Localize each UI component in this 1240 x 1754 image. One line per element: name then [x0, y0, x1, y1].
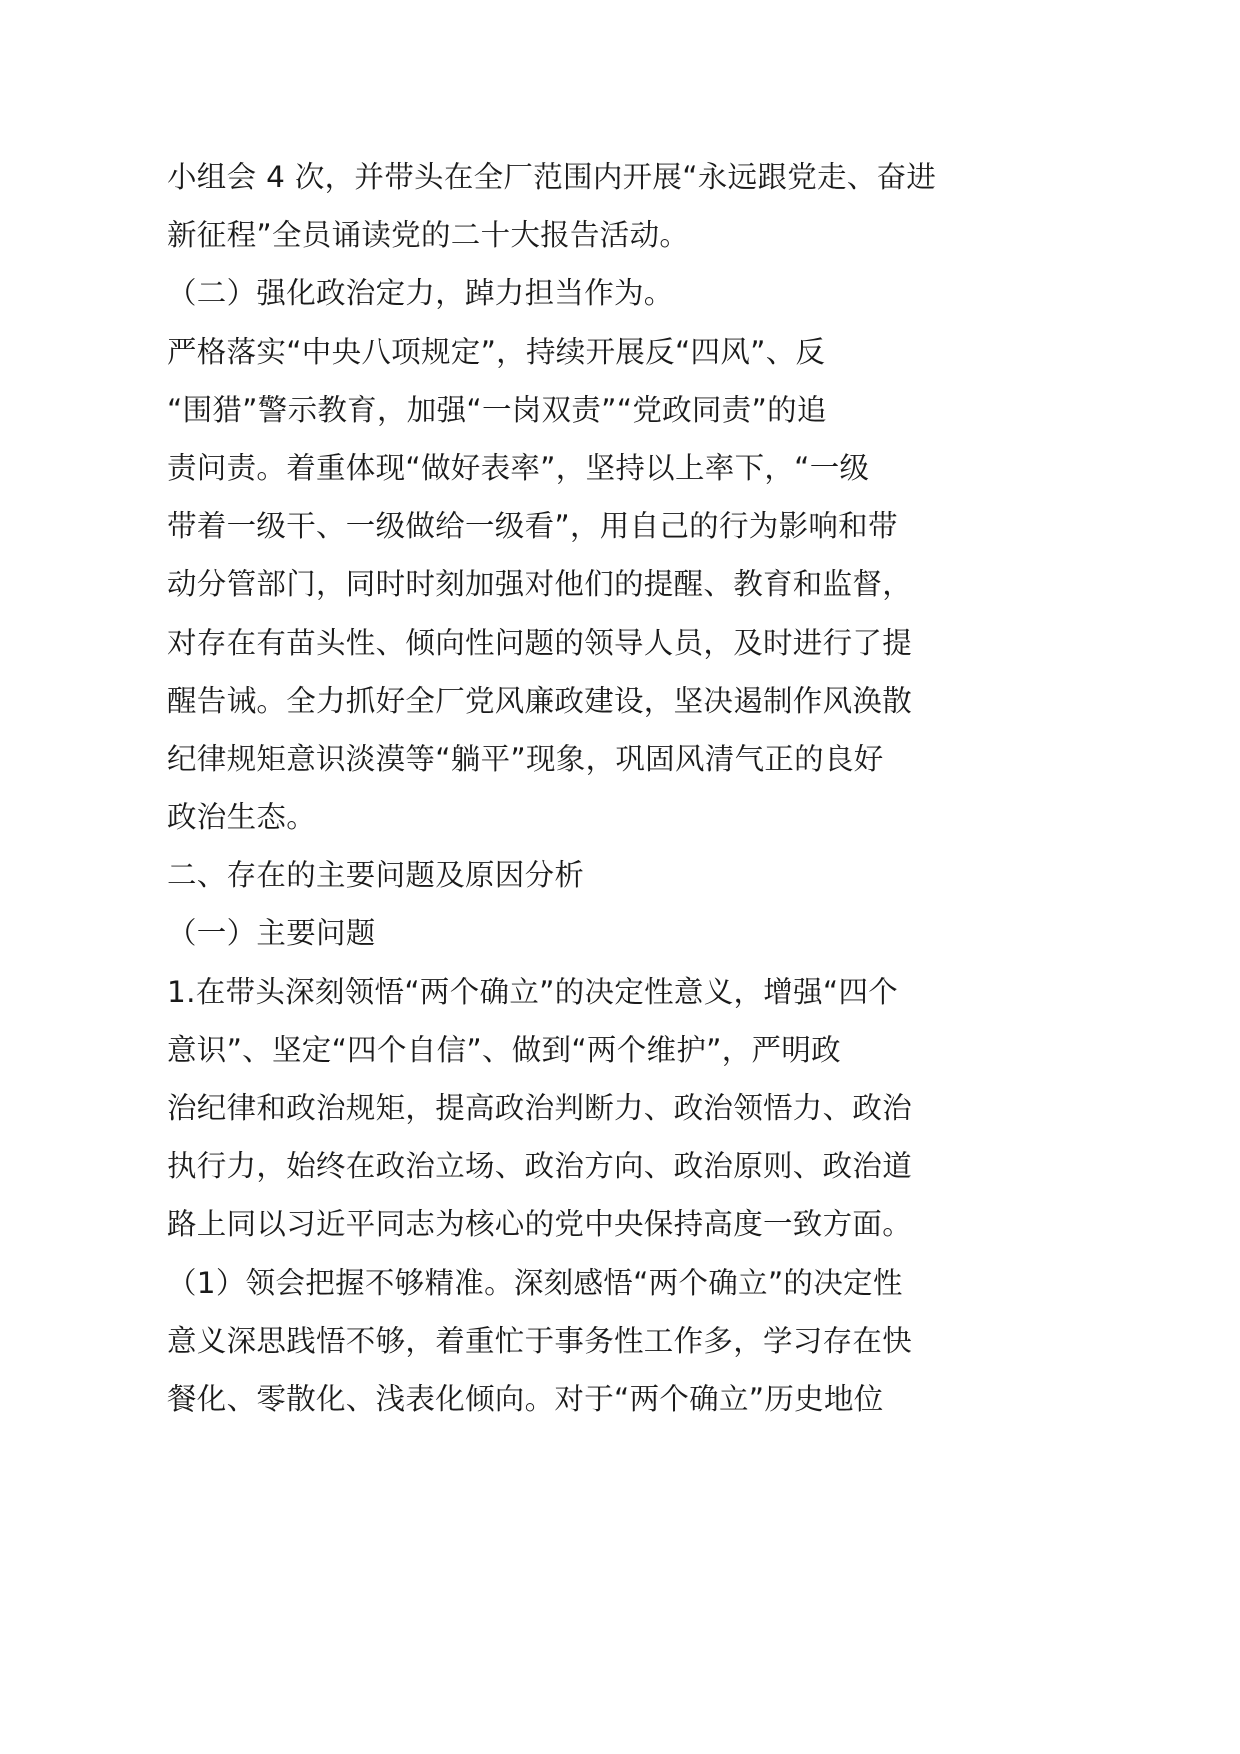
text-line: 1.在带头深刻领悟“两个确立”的决定性意义，增强“四个 — [167, 974, 899, 1009]
text-line: 新征程”全员诵读党的二十大报告活动。 — [167, 218, 690, 253]
text-line: 动分管部门，同时时刻加强对他们的提醒、教育和监督， — [167, 567, 913, 602]
text-line: （1）领会把握不够精准。深刻感悟“两个确立”的决定性 — [167, 1265, 903, 1300]
section-heading: （二）强化政治定力，踔力担当作为。 — [167, 276, 674, 311]
text-line: 严格落实“中央八项规定”，持续开展反“四风”、反 — [167, 334, 826, 369]
text-line: 执行力，始终在政治立场、政治方向、政治原则、政治道 — [167, 1149, 913, 1184]
text-line: 路上同以习近平同志为核心的党中央保持高度一致方面。 — [167, 1207, 913, 1242]
text-line: 意识”、坚定“四个自信”、做到“两个维护”，严明政 — [167, 1032, 841, 1067]
text-line: 小组会 4 次，并带头在全厂范围内开展“永远跟党走、奋进 — [167, 160, 937, 194]
text-line: 政治生态。 — [167, 800, 317, 835]
text-line: 带着一级干、一级做给一级看”，用自己的行为影响和带 — [167, 509, 898, 544]
text-line: 醒告诫。全力抓好全厂党风廉政建设，坚决遏制作风涣散 — [167, 683, 913, 718]
text-line: 餐化、零散化、浅表化倾向。对于“两个确立”历史地位 — [167, 1381, 884, 1416]
chapter-heading: 二、存在的主要问题及原因分析 — [167, 858, 585, 893]
text-line: 治纪律和政治规矩，提高政治判断力、政治领悟力、政治 — [167, 1091, 913, 1125]
section-heading: （一）主要问题 — [167, 916, 376, 951]
text-line: 对存在有苗头性、倾向性问题的领导人员，及时进行了提 — [167, 625, 913, 660]
document-body — [167, 148, 947, 1428]
text-line: “围猎”警示教育，加强“一岗双责”“党政同责”的追 — [167, 392, 827, 427]
text-line: 意义深思践悟不够，着重忙于事务性工作多，学习存在快 — [167, 1323, 913, 1358]
text-line: 纪律规矩意识淡漠等“躺平”现象，巩固风清气正的良好 — [167, 741, 884, 776]
text-line: 责问责。着重体现“做好表率”，坚持以上率下，“一级 — [167, 450, 870, 485]
